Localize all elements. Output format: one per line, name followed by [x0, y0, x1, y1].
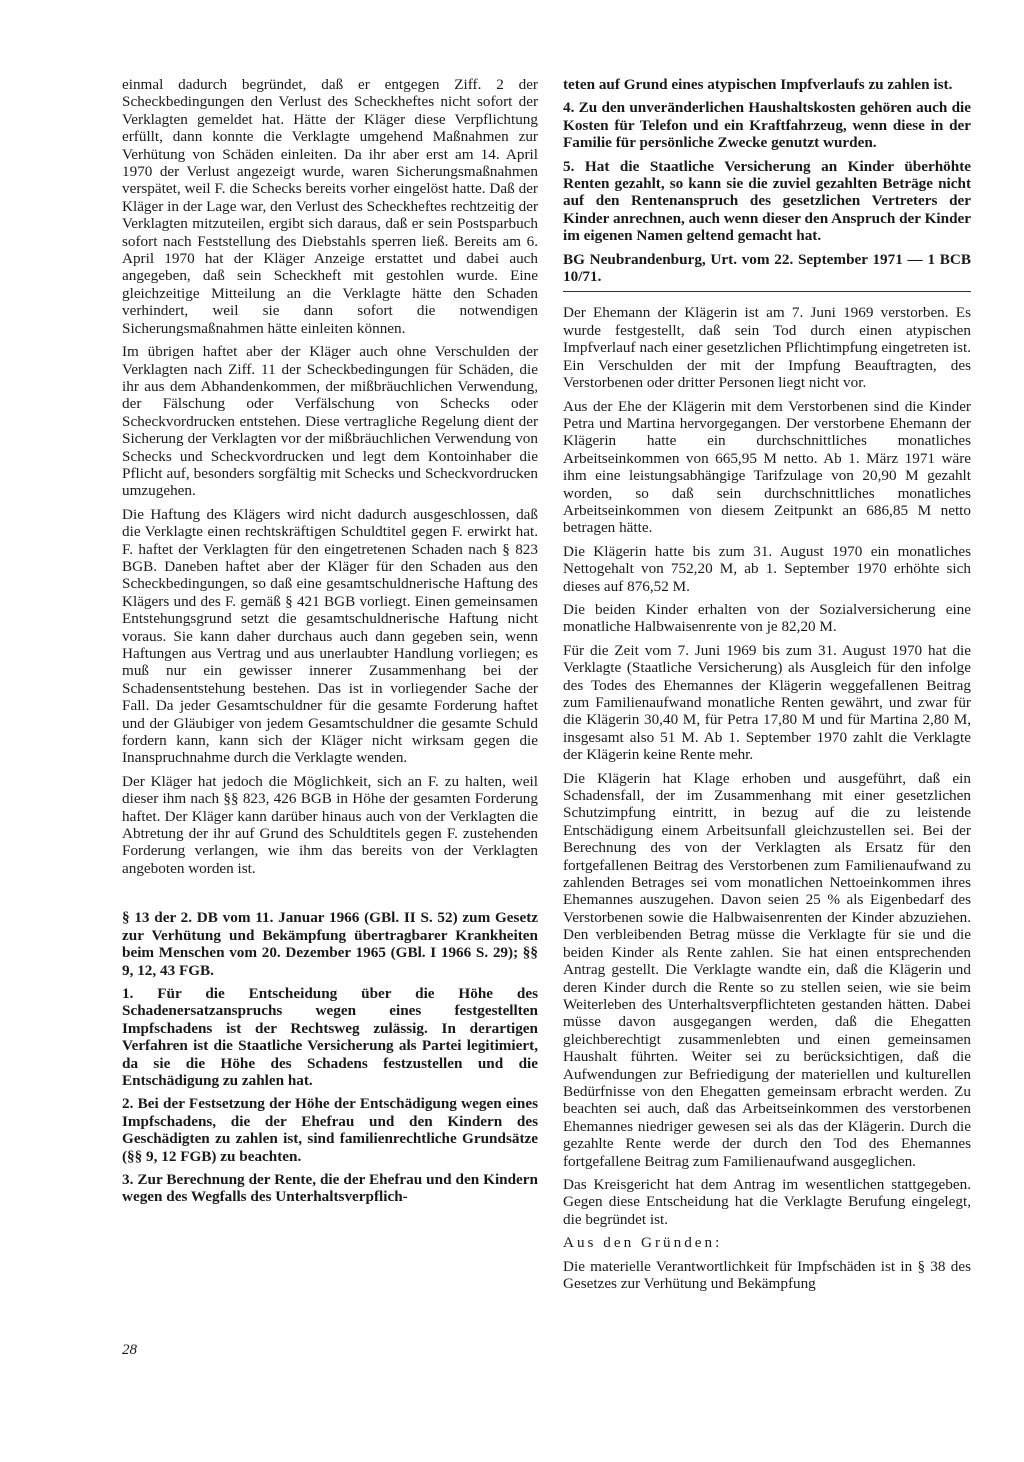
headnote: 3. Zur Berechnung der Rente, die der Ehefrau und den Kindern wegen des Wegfalls des Unterhaltsverpflich- [122, 1170, 538, 1206]
body-paragraph: Aus der Ehe der Klägerin mit dem Verstorbenen sind die Kinder Petra und Martina hervorgegangen. Der verstorbene Ehemann der Klägerin hatte ein durchschnittliches monatliches Arbeitseinkommen von 665,95 M netto. Ab 1. März 1971 wäre ihm eine leistungsabhängige Tarifzulage von 20,90 M gezahlt worden, so daß sein durchschnittliches monatliches Arbeitseinkommen von diesem Zeitpunkt an 686,85 M netto betragen hätte. [563, 397, 971, 537]
body-paragraph: Die Klägerin hat Klage erhoben und ausgeführt, daß ein Schadensfall, der im Zusammenhang mit einer gesetzlichen Schutzimpfung eintritt, in bezug auf die zu leistende Entschädigung einem Arbeitsunfall gleichzustellen sei. Bei der Berechnung des von der Verklagten als Ersatz für den fortgefallenen Beitrag des Verstorbenen zum Familienaufwand zu zahlenden Betrages sei vom monatlichen Nettoeinkommen ihres Ehemannes auszugehen. Davon seien 25 % als Eigenbedarf des Verstorbenen sowie die Halbwaisenrenten der Kinder abzuziehen. Den verbleibenden Betrag müsse die Verklagte für sie und die beiden Kinder als Rente zahlen. Sie hat einen entsprechenden Antrag gestellt. Die Verklagte wandte ein, daß die Klägerin und deren Kinder durch die Rente so zu stellen seien, wie sie beim Weiterleben des Unterhaltsverpflichteten gestanden hätten. Dabei müsse davon ausgegangen werden, daß die Ehegatten gleichberechtigt zusammenlebten und einen gemeinsamen Haushalt führten. Weiter sei zu berücksichtigen, daß die Aufwendungen zur Befriedigung der materiellen und kulturellen Bedürfnisse von den Ehegatten gemeinsam erbracht werden. Zu beachten sei auch, daß das Arbeitseinkommen des verstorbenen Ehemannes niedriger gewesen sei als das der Klägerin. Durch die gezahlte Rente werde der durch den Tod des Ehemannes fortgefallene Beitrag zum Familienaufwand ausgeglichen. [563, 769, 971, 1170]
body-paragraph: Der Ehemann der Klägerin ist am 7. Juni 1969 verstorben. Es wurde festgestellt, daß sein Tod durch einen atypischen Impfverlauf nach einer gesetzlichen Pflichtimpfung eingetreten ist. Ein Verschulden der mit der Impfung Beauftragten, des Verstorbenen oder dritter Personen liegt nicht vor. [563, 304, 971, 392]
page-number: 28 [122, 1342, 137, 1358]
divider [563, 291, 971, 292]
body-paragraph: Im übrigen haftet aber der Kläger auch ohne Verschulden der Verklagten nach Ziff. 11 der Scheckbedingungen für Schäden, die ihr aus dem Abhandenkommen, der mißbräuchlichen Verwendung, der Fälschung oder Verfälschung von Schecks oder Scheckvordrucken entstehen. Diese vertragliche Regelung dient der Sicherung der Verklagten vor der mißbräuchlichen Verwendung von Schecks und Scheckvordrucken und legt dem Kontoinhaber die Pflicht auf, besonders sorgfältig mit Schecks und Scheckvordrucken umzugehen. [122, 343, 538, 500]
headnote: teten auf Grund eines atypischen Impfverlaufs zu zahlen ist. [563, 76, 953, 93]
body-paragraph: Der Kläger hat jedoch die Möglichkeit, sich an F. zu halten, weil dieser ihm nach §§ 823, 426 BGB in Höhe der gesamten Forderung haftet. Der Kläger kann darüber hinaus auch von der Verklagten die Abtretung der ihr auf Grund des Schuldtitels gegen F. zustehenden Forderung verlangen, wie ihm das bereits von der Verklagten angeboten worden ist. [122, 772, 538, 877]
right-column [563, 76, 971, 1298]
headnote: 2. Bei der Festsetzung der Höhe der Entschädigung wegen eines Impfschadens, die der Ehefrau und den Kindern des Geschädigten zu zahlen ist, sind familienrechtliche Grundsätze (§§ 9, 12 FGB) zu beachten. [122, 1095, 538, 1165]
body-paragraph: Für die Zeit vom 7. Juni 1969 bis zum 31. August 1970 hat die Verklagte (Staatliche Versicherung) als Ausgleich für den infolge des Todes des Ehemannes der Klägerin weggefallenen Beitrag zum Familienaufwand monatliche Renten gewährt, und zwar für die Klägerin 30,40 M, für Petra 17,80 M und für Martina 2,80 M, insgesamt also 51 M. Ab 1. September 1970 zahlt die Verklagte der Klägerin keine Rente mehr. [563, 641, 971, 764]
body-paragraph: Das Kreisgericht hat dem Antrag im wesentlichen stattgegeben. Gegen diese Entscheidung hat die Verklagte Berufung eingelegt, die begründet ist. [563, 1175, 971, 1228]
court-citation: BG Neubrandenburg, Urt. vom 22. September 1971 — 1 BCB 10/71. [563, 250, 971, 286]
left-column [122, 76, 538, 1212]
body-paragraph: Die materielle Verantwortlichkeit für Impfschäden ist in § 38 des Gesetzes zur Verhütung und Bekämpfung [563, 1257, 971, 1292]
body-paragraph: Die Haftung des Klägers wird nicht dadurch ausgeschlossen, daß die Verklagte einen rechtskräftigen Schuldtitel gegen F. erwirkt hat. F. haftet der Verklagten für den eingetretenen Schaden nach § 823 BGB. Daneben haftet aber der Kläger für den Schaden aus den Scheckbedingungen, so daß eine gesamtschuldnerische Haftung des Klägers und des F. gemäß § 421 BGB vorliegt. Einen gemeinsamen Entstehungsgrund setzt die gesamtschuldnerische Haftung nicht voraus. Sie kann daher durchaus auch dann gegeben sein, wenn Haftungen aus Vertrag und aus unerlaubter Handlung vorliegen; es muß nur ein gewisser innerer Zusammenhang bei der Schadensentstehung bestehen. Das ist in vorliegender Sache der Fall. Da jeder Gesamtschuldner für die gesamte Forderung haftet und der Gläubiger von jedem Gesamtschuldner die gesamte Schuld fordern kann, kann sich der Kläger nicht wirksam gegen die Inanspruchnahme durch die Verklagte wenden. [122, 505, 538, 767]
body-paragraph: Die beiden Kinder erhalten von der Sozialversicherung eine monatliche Halbwaisenrente von je 82,20 M. [563, 600, 971, 636]
body-paragraph: einmal dadurch begründet, daß er entgegen Ziff. 2 der Scheckbedingungen den Verlust des Scheckheftes nicht sofort der Verklagten gemeldet hat. Hätte der Kläger diese Verpflichtung erfüllt, dann konnte die Verklagte umgehend Maßnahmen zur Verhütung von Schäden einleiten. Da ihr aber erst am 14. April 1970 der Verlust angezeigt wurde, waren Sicherungsmaßnahmen verspätet, weil F. die Schecks bereits vorher eingelöst hatte. Daß der Kläger in der Lage war, den Verlust des Scheckheftes rechtzeitig der Verklagten mitzuteilen, ergibt sich daraus, daß er sein Postsparbuch sofort nach Feststellung des Diebstahls sperren ließ. Bereits am 6. April 1970 hat der Kläger Anzeige erstattet und dabei auch angegeben, daß sein Scheckheft mit gestohlen wurde. Eine gleichzeitige Mitteilung an die Verklagte hätte den Schaden verhindert, weil sie dann sofort die notwendigen Sicherungsmaßnahmen hätte einleiten können. [122, 76, 538, 337]
section-heading: § 13 der 2. DB vom 11. Januar 1966 (GBl. II S. 52) zum Gesetz zur Verhütung und Bekämpfung übertragbarer Krankheiten beim Menschen vom 20. Dezember 1965 (GBl. I 1966 S. 29); §§ 9, 12, 43 FGB. [122, 909, 538, 979]
reasons-heading: Aus den Gründen: [563, 1234, 723, 1252]
headnote: 5. Hat die Staatliche Versicherung an Kinder überhöhte Renten gezahlt, so kann sie die zuviel gezahlten Beträge nicht auf den Rentenanspruch des gesetzlichen Vertreters der Kinder anrechnen, auch wenn dieser den Anspruch der Kinder im eigenen Namen geltend gemacht hat. [563, 157, 971, 245]
headnote: 4. Zu den unveränderlichen Haushaltskosten gehören auch die Kosten für Telefon und ein Kraftfahrzeug, wenn diese in der Familie für persönliche Zwecke genutzt wurden. [563, 99, 971, 152]
headnote: 1. Für die Entscheidung über die Höhe des Schadenersatzanspruchs wegen eines festgestellten Impfschadens ist der Rechtsweg zulässig. In derartigen Verfahren ist die Staatliche Versicherung als Partei legitimiert, da sie die Höhe des Schadens festzustellen und die Entschädigung zu zahlen hat. [122, 984, 538, 1089]
body-paragraph: Die Klägerin hatte bis zum 31. August 1970 ein monatliches Nettogehalt von 752,20 M, ab 1. September 1970 erhöhte sich dieses auf 876,52 M. [563, 542, 971, 595]
